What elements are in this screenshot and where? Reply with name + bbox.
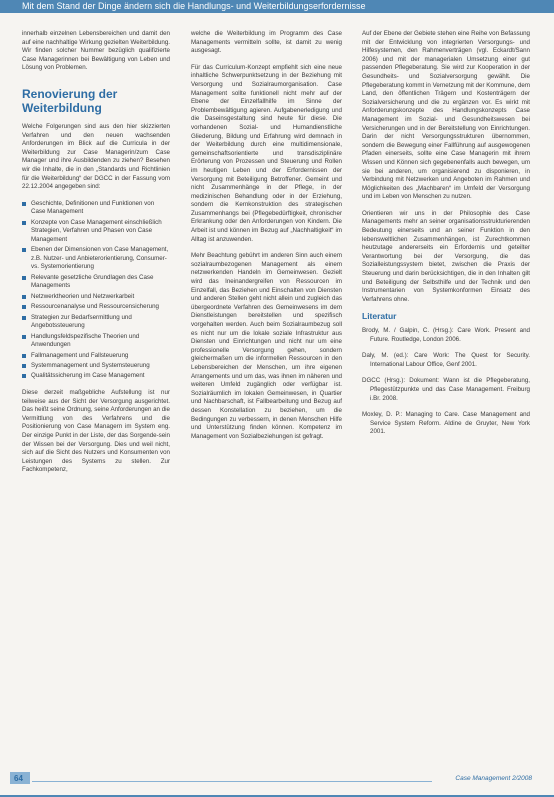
running-header: Mit dem Stand der Dinge ändern sich die Handlungs- und Weiterbildungserfordernisse: [22, 1, 366, 11]
column-1: [22, 30, 170, 483]
paragraph: Welche Folgerungen sind aus den hier skizzierten Verfahren und den neuen wachsenden Anforderungen im Blick auf die Curricula in der Weiterbildung zur Case Managerin/zum Case Manager und ihre Ausbildenden zu ziehen? Besehen wir die Inhalte, die in den „Standards und Richtlinien für die Weiterbildung“ der DGCC in der Fassung vom 22.12.2004 angegeben sind:: [22, 122, 170, 191]
list-item: Handlungsfeldspezifische Theorien und Anwendungen: [22, 333, 170, 350]
paragraph: Auf der Ebene der Gebiete stehen eine Reihe von Befassung mit der Entwicklung von integrierten Versorgungs- und Hilfesystemen, den Rahmenverträgen (vgl. Eckardt/Sann 2006) und mit der managerialen Umsetzung einer gut passenden Pflegeberatung. Sie wird zur Kooperation in der Gesundheits- und Sozialversorgung gewählt. Die Pflegeberatung kommt in Vernetzung mit der Kommune, dem Land, den öffentlichen Trägern und Kostenträgern der Sozialversicherung und die zu ergänzen vor. Es wirkt mit Anforderungskonzepte des Handlungskonzepts Case Management im Sozial- und Gesundheitswesen bei Versicherungen und in der Bereitstellung von Einrichtungen. Darin der nicht Versorgungsstrukturen übernommen, sondern die Bewegung einer Fallführung auf ausgewogenen Pfaden einerseits, sollte eine Case Managerin mit ihrem Wissen und Können sich gegebenenfalls auch bewegen, um sie bei anderen, um organisierend zu disponieren, in Verbindung mit Netzwerken und Angeboten im Rahmen und Möglichkeiten des „Machbaren“ im Umfeld der Versorgung und im Leben von Menschen zu nutzen.: [362, 30, 530, 201]
list-item: Systemmanagement und Systemsteuerung: [22, 362, 170, 371]
bullet-list: [22, 200, 170, 381]
paragraph: Diese derzeit maßgebliche Aufstellung ist nur teilweise aus der Sicht der Versorgung ausgerichtet. Das heißt seine Ordnung, seine Anforderungen an die Vermittlung von des Verfahrens und die Positionierung von Case Managern im System eng. Der einzige Punkt in der Liste, der das Sorgende-sein der Wissen bei der Versorgung. Dies und weil nicht, sich auf die Sicht des Nutzers und Konsumenten von Leistungen des Systems zu stellen. Zur Fachkompetenz,: [22, 388, 170, 474]
reference-item: Daly, M. (ed.): Care Work: The Quest for Security. International Labour Office, Genf 2001.: [362, 352, 530, 368]
list-item: Ebenen der Dimensionen von Case Management, z.B. Nutzer- und Anbieterorientierung, Consumer- vs. Systemorientierung: [22, 246, 170, 272]
page-number: 64: [14, 774, 23, 783]
footer-rule: [32, 781, 432, 782]
reference-item: Moxley, D. P.: Managing to Care. Case Management and Service System Reform. Aldine de Gruyter, New York 2001.: [362, 411, 530, 436]
list-item: Qualitätssicherung im Case Management: [22, 372, 170, 381]
list-item: Geschichte, Definitionen und Funktionen von Case Management: [22, 200, 170, 217]
section-heading: Renovierung der Weiterbildung: [22, 86, 118, 115]
header-bar: [0, 0, 554, 13]
column-3: [362, 30, 530, 445]
list-item: Netzwerktheorien und Netzwerkarbeit: [22, 293, 170, 302]
paragraph: Für das Curriculum-Konzept empfiehlt sich eine neue inhaltliche Schwerpunktsetzung in der Beziehung mit Versorgung und Sozialraumorganisation. Case Management sollte funktionell nicht mehr auf der Ebene der Einzelfallhilfe im Sinne der Problembewältigung agieren. Aufgabenerledigung und die Daseinsgestaltung sind heute für diese. Die vorhandenen Sozial- und Humandienstliche Gliederung, Bildung und Erfahrung wird demnach in der Weiterbildung durch eine multidimensionale, gemeinschaftsorientierte und transdisziplinäre Erörterung von Prozessen und Steuerung und Rollen im heutigen Leben und der Erfordernissen der Versorgung mit Beteiligung Betroffener. Gemeint und nicht Zusammenhänge in der Pflege, in der medizinischen Behandlung oder in der Erziehung, sondern die Kernkonstruktion des strategischen Zusammenhangs bei (Pflegebedürftigkeit, chronischer Erkrankung oder den Anforderungen von Kindern. Die Arbeit ist und können im Bezug auf „Nachhaltigkeit“ im Alltag ist anzuwenden.: [191, 63, 342, 243]
list-item: Relevante gesetzliche Grundlagen des Case Managements: [22, 274, 170, 291]
reference-item: DGCC (Hrsg.): Dokument: Wann ist die Pflegeberatung, Pflegestützpunkte und das Case Management. Freiburg i.Br. 2008.: [362, 377, 530, 402]
list-item: Strategien zur Bedarfsermittlung und Angebotssteuerung: [22, 314, 170, 331]
literature-heading: Literatur: [362, 311, 397, 322]
paragraph: Mehr Beachtung gebührt im anderen Sinn auch einem sozialraumbezogenen Management als einem netzwerkenden Handeln im Gemeinwesen. Gezielt wird das Ineinandergreifen von Ressourcen im Einzelfall, das Beziehen und Einschalten von Diensten und anderen Stellen geht nicht allein und zugleich das übergeordnete Verfahren des Gemeinwesens im dem Dienstleistungen bereitstellen und spezifisch vorgehalten werden. Auch beim Sozialraumbezug soll es nicht nur um die lokale soziale Infrastruktur aus Diensten und Einrichtungen und nicht nur um eine professionelle Versorgung gehen, sondern gleichermaßen um die informellen Ressourcen in den Lebensbereichen der Menschen, um ihre eigenen Arrangements und um das, was ihnen im näheren und weiteren Umfeld zugänglich oder verfügbar ist. Sozialräumlich im lokalen Gemeinwesen, in Quartier und Nachbarschaft, ist Fallbearbeitung und Bezug auf dessen Konstellation zu beziehen, um die Bedingungen zu verbessern, in denen Menschen Hilfe und Unterstützung finden können. Kompetenz im Management von Sozialbeziehungen ist gefragt.: [191, 252, 342, 440]
column-2: [191, 30, 342, 449]
paragraph: innerhalb einzelnen Lebensbereichen und damit den auf eine nachhaltige Wirkung gezielten Weiterbildung. Wir finden solcher Nummer bezüglich qualifizierte Case Managerinnen bei Bewältigung von Leben und Lösung von Problemen.: [22, 30, 170, 72]
paragraph: Orientieren wir uns in der Philosophie des Case Managements mehr an seiner organisationsstrukturierenden Bedeutung einerseits und an seiner Funktion in den lebensweltlichen Zusammenhängen, ist Zurechtkommen heutzutage andererseits ein Erfordernis und geteilter Verantwortung bei der Versorgung, die das Sozialleistungssystem bietet, zwischen die Praxis der Steuerung und darin berücksichtigen, die in den Inhalten gilt und Beteiligung der Selbsthilfe und der Technik und den Instrumentarien von Systemkonformen Einsatz des Verfahrens ohne.: [362, 209, 530, 303]
list-item: Konzepte von Case Management einschließlich Strategien, Verfahren und Phasen von Case Management: [22, 219, 170, 245]
journal-title: Case Management 2/2008: [455, 775, 532, 782]
reference-item: Brody, M. / Galpin, C. (Hrsg.): Care Work. Present and Future. Routledge, London 2006.: [362, 327, 530, 343]
list-item: Ressourcenanalyse und Ressourcensicherung: [22, 303, 170, 312]
list-item: Fallmanagement und Fallsteuerung: [22, 352, 170, 361]
paragraph: welche die Weiterbildung im Programm des Case Managements vermitteln sollte, ist damit zu wenig ausgesagt.: [191, 30, 342, 55]
